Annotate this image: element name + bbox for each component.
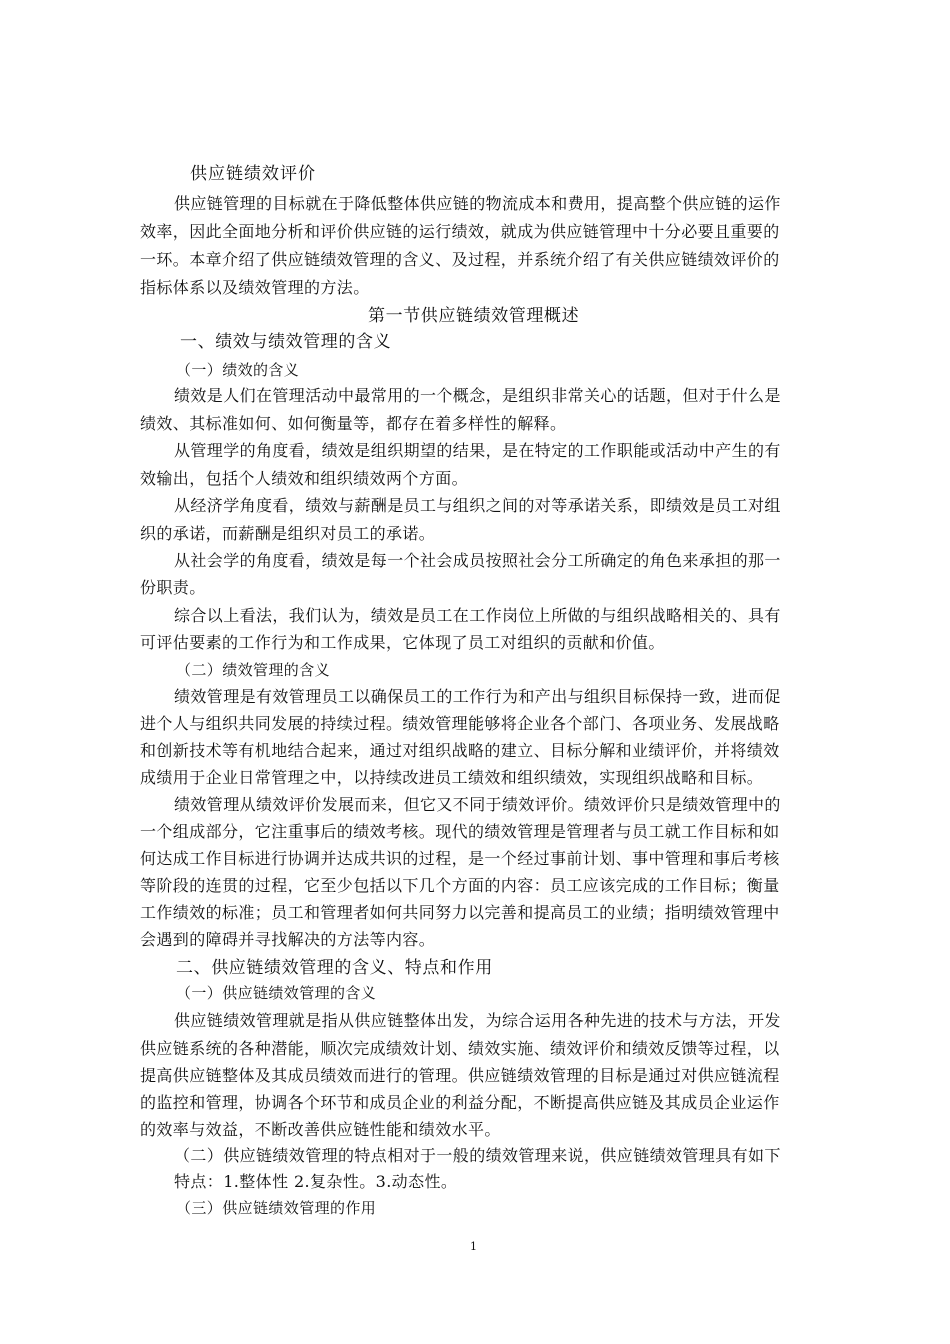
text-line: 特点：1.整体性 2.复杂性。3.动态性。 — [174, 1172, 458, 1191]
text-line: 成绩用于企业日常管理之中，以持续改进员工绩效和组织绩效，实现组织战略和目标。 — [140, 768, 764, 787]
subsubsection-heading: （三）供应链绩效管理的作用 — [176, 1199, 377, 1217]
text-line: 和创新技术等有机地结合起来，通过对组织战略的建立、目标分解和业绩评价，并将绩效 — [140, 741, 780, 760]
subsection-heading: 二、供应链绩效管理的含义、特点和作用 — [176, 958, 493, 978]
text-line: 综合以上看法，我们认为，绩效是员工在工作岗位上所做的与组织战略相关的、具有 — [174, 606, 781, 625]
text-line: 绩效管理是有效管理员工以确保员工的工作行为和产出与组织目标保持一致，进而促 — [174, 687, 781, 706]
text-line: 工作绩效的标准；员工和管理者如何共同努力以完善和提高员工的业绩；指明绩效管理中 — [140, 903, 780, 922]
subsection-heading: 一、绩效与绩效管理的含义 — [180, 332, 392, 352]
text-line: 效率，因此全面地分析和评价供应链的运行绩效，就成为供应链管理中十分必要且重要的 — [140, 222, 780, 241]
text-line: （二）供应链绩效管理的特点相对于一般的绩效管理来说，供应链绩效管理具有如下 — [174, 1146, 781, 1165]
text-line: 提高供应链整体及其成员绩效而进行的管理。供应链绩效管理的目标是通过对供应链流程 — [140, 1066, 780, 1085]
text-line: 绩效管理从绩效评价发展而来，但它又不同于绩效评价。绩效评价只是绩效管理中的 — [174, 795, 781, 814]
text-line: 可评估要素的工作行为和工作成果，它体现了员工对组织的贡献和价值。 — [140, 633, 665, 652]
text-line: 供应链管理的目标就在于降低整体供应链的物流成本和费用，提高整个供应链的运作 — [174, 194, 781, 213]
text-line: 进个人与组织共同发展的持续过程。绩效管理能够将企业各个部门、各项业务、发展战略 — [140, 714, 780, 733]
text-line: 一环。本章介绍了供应链绩效管理的含义、及过程，并系统介绍了有关供应链绩效评价的 — [140, 250, 780, 269]
subsubsection-heading: （二）绩效管理的含义 — [176, 661, 331, 679]
text-line: 的监控和管理，协调各个环节和成员企业的利益分配，不断提高供应链及其成员企业运作 — [140, 1093, 780, 1112]
text-line: 从经济学角度看，绩效与薪酬是员工与组织之间的对等承诺关系，即绩效是员工对组 — [174, 496, 781, 515]
text-line: 的效率与效益，不断改善供应链性能和绩效水平。 — [140, 1120, 501, 1139]
subsubsection-heading: （一）绩效的含义 — [176, 361, 300, 379]
text-line: 织的承诺，而薪酬是组织对员工的承诺。 — [140, 524, 436, 543]
text-line: 等阶段的连贯的过程，它至少包括以下几个方面的内容：员工应该完成的工作目标；衡量 — [140, 876, 780, 895]
text-line: 绩效是人们在管理活动中最常用的一个概念，是组织非常关心的话题，但对于什么是 — [174, 386, 781, 405]
text-line: 份职责。 — [140, 578, 206, 597]
text-line: 绩效、其标准如何、如何衡量等，都存在着多样性的解释。 — [140, 414, 567, 433]
text-line: 效输出，包括个人绩效和组织绩效两个方面。 — [140, 469, 469, 488]
text-line: 会遇到的障碍并寻找解决的方法等内容。 — [140, 930, 436, 949]
text-line: 供应链系统的各种潜能，顺次完成绩效计划、绩效实施、绩效评价和绩效反馈等过程，以 — [140, 1039, 780, 1058]
text-line: 从管理学的角度看，绩效是组织期望的结果，是在特定的工作职能或活动中产生的有 — [174, 441, 781, 460]
text-line: 何达成工作目标进行协调并达成共识的过程，是一个经过事前计划、事中管理和事后考核 — [140, 849, 780, 868]
text-line: 指标体系以及绩效管理的方法。 — [140, 278, 370, 297]
text-line: 供应链绩效管理就是指从供应链整体出发，为综合运用各种先进的技术与方法，开发 — [174, 1011, 781, 1030]
page-number: 1 — [470, 1240, 477, 1253]
section-heading: 第一节供应链绩效管理概述 — [368, 306, 580, 326]
text-line: 从社会学的角度看，绩效是每一个社会成员按照社会分工所确定的角色来承担的那一 — [174, 551, 781, 570]
document-title: 供应链绩效评价 — [190, 164, 316, 184]
subsubsection-heading: （一）供应链绩效管理的含义 — [176, 984, 377, 1002]
text-line: 一个组成部分，它注重事后的绩效考核。现代的绩效管理是管理者与员工就工作目标和如 — [140, 822, 780, 841]
